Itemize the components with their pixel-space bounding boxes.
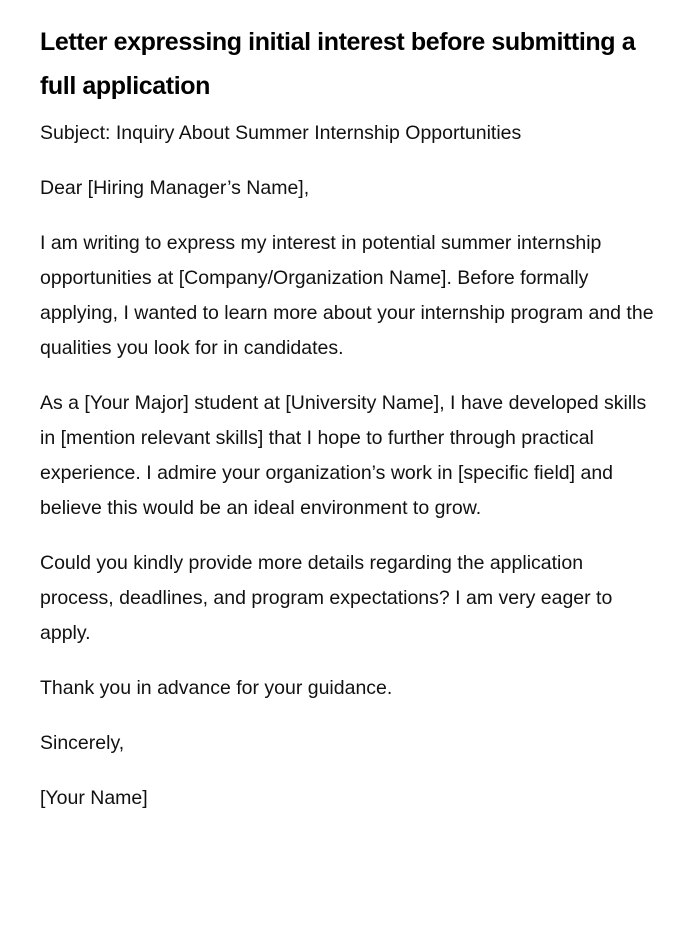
salutation: Dear [Hiring Manager’s Name], [40, 177, 310, 199]
body-paragraph-1: I am writing to express my interest in potential summer internship opportunities at [Company/Organization Name]. Before formally applying, I wanted to learn more about your internship program and the qualities you look for in candidates. [40, 232, 654, 359]
body-paragraph-2: As a [Your Major] student at [University Name], I have developed skills in [mention relevant skills] that I hope to further through practical experience. I admire your organization’s work in [specific field] and believe this would be an ideal environment to grow. [40, 392, 647, 519]
body-paragraph-3: Could you kindly provide more details regarding the application process, deadlines, and program expectations? I am very eager to apply. [40, 552, 613, 644]
thanks-line: Thank you in advance for your guidance. [40, 677, 393, 699]
signature: [Your Name] [40, 787, 148, 809]
closing: Sincerely, [40, 732, 125, 754]
subject-line: Subject: Inquiry About Summer Internship Opportunities [40, 122, 522, 144]
letter-document [40, 20, 660, 836]
page-title: Letter expressing initial interest before submitting a full application [40, 28, 636, 100]
